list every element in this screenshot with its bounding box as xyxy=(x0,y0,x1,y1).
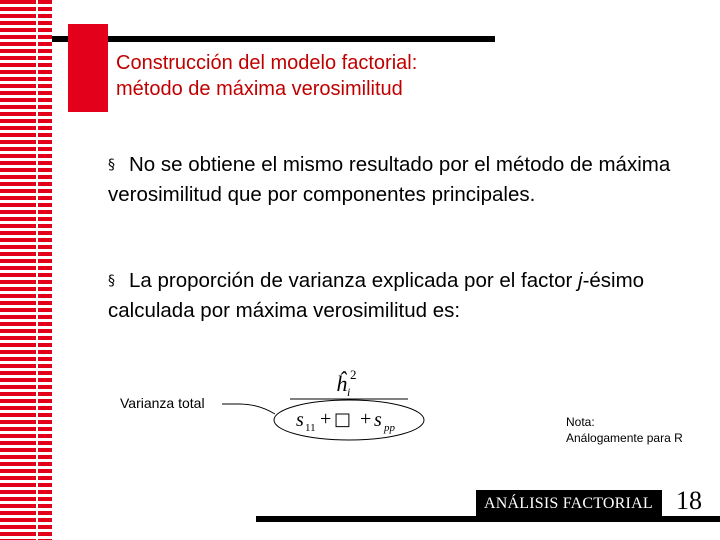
bullet-2-rest: -ésimo calculada por máxima verosimilitud es: xyxy=(108,269,645,322)
formula-plus-2: + xyxy=(360,408,372,430)
note-line-1: Nota: xyxy=(566,415,595,429)
note xyxy=(566,414,683,446)
formula-plus-1: + xyxy=(320,408,332,430)
bullet-marker: § xyxy=(108,273,115,289)
bullet-2-italic: j xyxy=(578,269,583,292)
page-number: 18 xyxy=(676,486,702,515)
accent-square xyxy=(68,24,108,112)
formula-spp-sub: pp xyxy=(384,422,395,434)
formula-numerator-sub: i xyxy=(347,385,351,399)
bullet-1 xyxy=(108,150,688,209)
formula-numerator-sup: 2 xyxy=(350,367,357,382)
footer-label: ANÁLISIS FACTORIAL xyxy=(484,495,653,512)
title-line-1: Construcción del modelo factorial: xyxy=(116,52,418,74)
decorative-stripes xyxy=(0,0,52,540)
denominator-ellipse xyxy=(274,400,424,440)
formula-spp: s xyxy=(374,409,382,431)
bullet-marker: § xyxy=(108,157,115,173)
bullet-2 xyxy=(108,266,688,325)
title-line-2: método de máxima verosimilitud xyxy=(116,78,403,100)
formula-s11: s xyxy=(296,409,304,431)
connector-line xyxy=(222,404,275,414)
slide-title xyxy=(116,50,676,102)
header-rule xyxy=(52,36,495,42)
bullet-1-text: No se obtiene el mismo resultado por el método de máxima verosimilitud que por componentes principales. xyxy=(108,153,671,206)
total-variance-label: Varianza total xyxy=(120,395,205,411)
formula-s11-sub: 11 xyxy=(305,422,316,434)
formula-numerator: ĥ xyxy=(336,371,347,396)
bullet-2-lead: La proporción de varianza explicada por el factor xyxy=(129,269,573,292)
note-line-2: Análogamente para R xyxy=(566,431,683,445)
formula-ellipsis-box: □ xyxy=(334,409,352,430)
